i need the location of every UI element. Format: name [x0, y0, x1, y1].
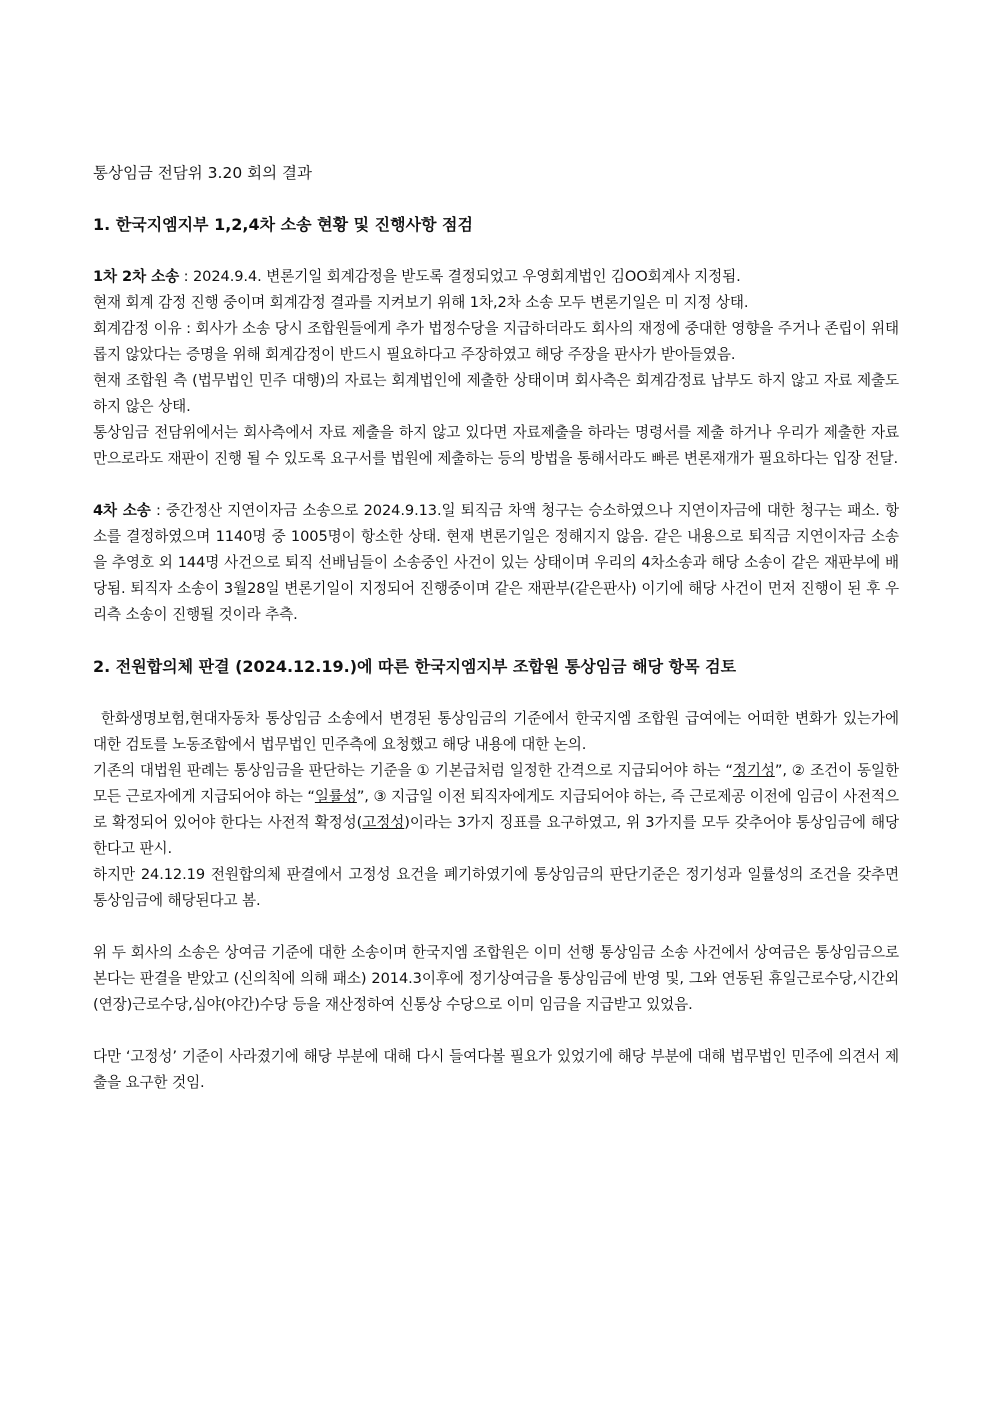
document-page: [93, 160, 899, 1096]
term-uniformity: 일률성: [314, 788, 357, 805]
section-2-heading: 2. 전원합의체 판결 (2024.12.19.)에 따른 한국지엠지부 조합원 통상임금 해당 항목 검토: [93, 657, 737, 676]
section-2-paragraph-5: 다만 ‘고정성’ 기준이 사라졌기에 해당 부분에 대해 다시 들여다볼 필요가 있었기에 해당 부분에 대해 법무법인 민주에 의견서 제출을 요구한 것임.: [93, 1048, 899, 1091]
section-2-paragraph-4: 위 두 회사의 소송은 상여금 기준에 대한 소송이며 한국지엠 조합원은 이미 선행 통상임금 소송 사건에서 상여금은 통상임금으로 본다는 판결을 받았고 (신의칙에 의해 패소) 2014.3이후에 정기상여금을 통상임금에 반영 및, 그와 연동된 휴일근로수당,시간외(연장)근로수당,심야(야간)수당 등을 재산정하여 신통상 수당으로 이미 임금을 지급받고 있었음.: [93, 944, 899, 1013]
term-fixedness: 고정성: [362, 814, 405, 831]
spacer: [93, 472, 899, 498]
term-regularity: 정기성: [732, 762, 775, 779]
case-1-2-line: 현재 조합원 측 (법무법인 민주 대행)의 자료는 회계법인에 제출한 상태이며 회사측은 회계감정료 납부도 하지 않고 자료 제출도 하지 않은 상태.: [93, 372, 899, 415]
section-1-heading: 1. 한국지엠지부 1,2,4차 소송 현황 및 진행사항 점검: [93, 215, 473, 234]
document-title: 통상임금 전담위 3.20 회의 결과: [93, 164, 312, 182]
case-1-2-line: 회계감정 이유 : 회사가 소송 당시 조합원들에게 추가 법정수당을 지급하더라도 회사의 재정에 중대한 영향을 주거나 존립이 위태롭지 않았다는 증명을 위해 회계감정이 반드시 필요하다고 주장하였고 해당 주장을 판사가 받아들였음.: [93, 320, 899, 363]
spacer: [93, 1018, 899, 1044]
case-1-2-line: 현재 회계 감정 진행 중이며 회계감정 결과를 지켜보기 위해 1차,2차 소송 모두 변론기일은 미 지정 상태.: [93, 294, 749, 311]
section-2-paragraph-1: 한화생명보험,현대자동차 통상임금 소송에서 변경된 통상임금의 기준에서 한국지엠 조합원 급여에는 어떠한 변화가 있는가에 대한 검토를 노동조합에서 법무법인 민주측에 요청했고 해당 내용에 대한 논의.: [93, 710, 899, 753]
criteria-text-part-3: ”, ③ 지급일 이전 퇴직자에게도 지급되어야 하는, 즉 근로제공 이전에 임금이 사전적으로 확정되어 있어야 한다는 사전적 확정성(: [93, 788, 899, 831]
spacer: [93, 914, 899, 940]
case-1-2-line: 통상임금 전담위에서는 회사측에서 자료 제출을 하지 않고 있다면 자료제출을 하라는 명령서를 제출 하거나 우리가 제출한 자료만으로라도 재판이 진행 될 수 있도록 요구서를 법원에 제출하는 등의 방법을 통해서라도 빠른 변론재개가 필요하다는 입장 전달.: [93, 424, 899, 467]
criteria-text-part-4: )이라는 3가지 징표를 요구하였고, 위 3가지를 모두 갖추어야 통상임금에 해당한다고 판시.: [93, 814, 899, 857]
criteria-text-part-1: 기존의 대법원 판례는 통상임금을 판단하는 기준을 ① 기본급처럼 일정한 간격으로 지급되어야 하는 “: [93, 762, 733, 779]
section-2-paragraph-2: [93, 758, 899, 862]
criteria-text-part-2: ”, ② 조건이 동일한 모든 근로자에게 지급되어야 하는 “: [93, 762, 899, 805]
case-4-label: 4차 소송: [93, 502, 151, 519]
spacer: [93, 628, 899, 654]
case-4-text: : 중간정산 지연이자금 소송으로 2024.9.13.일 퇴직금 차액 청구는 승소하였으나 지연이자금에 대한 청구는 패소. 항소를 결정하였으며 1140명 중 1005명이 항소한 상태. 현재 변론기일은 정해지지 않음. 같은 내용으로 퇴직금 지연이자금 소송을 추영호 외 144명 사건으로 퇴직 선배님들이 소송중인 사건이 있는 상태이며 우리의 4차소송과 해당 소송이 같은 재판부에 배당됨. 퇴직자 소송이 3월28일 변론기일이 지정되어 진행중이며 같은 재판부(같은판사) 이기에 해당 사건이 먼저 진행이 된 후 우리측 소송이 진행될 것이라 추측.: [93, 502, 900, 623]
section-2-paragraph-3: 하지만 24.12.19 전원합의체 판결에서 고정성 요건을 폐기하였기에 통상임금의 판단기준은 정기성과 일률성의 조건을 갖추면 통상임금에 해당된다고 봄.: [93, 866, 899, 909]
case-1-2-text: : 2024.9.4. 변론기일 회계감정을 받도록 결정되었고 우영회계법인 김OO회계사 지정됨.: [179, 268, 741, 285]
case-1-2-paragraph: [93, 264, 899, 290]
case-4-paragraph: [93, 498, 899, 628]
case-1-2-label: 1차 2차 소송: [93, 268, 180, 285]
